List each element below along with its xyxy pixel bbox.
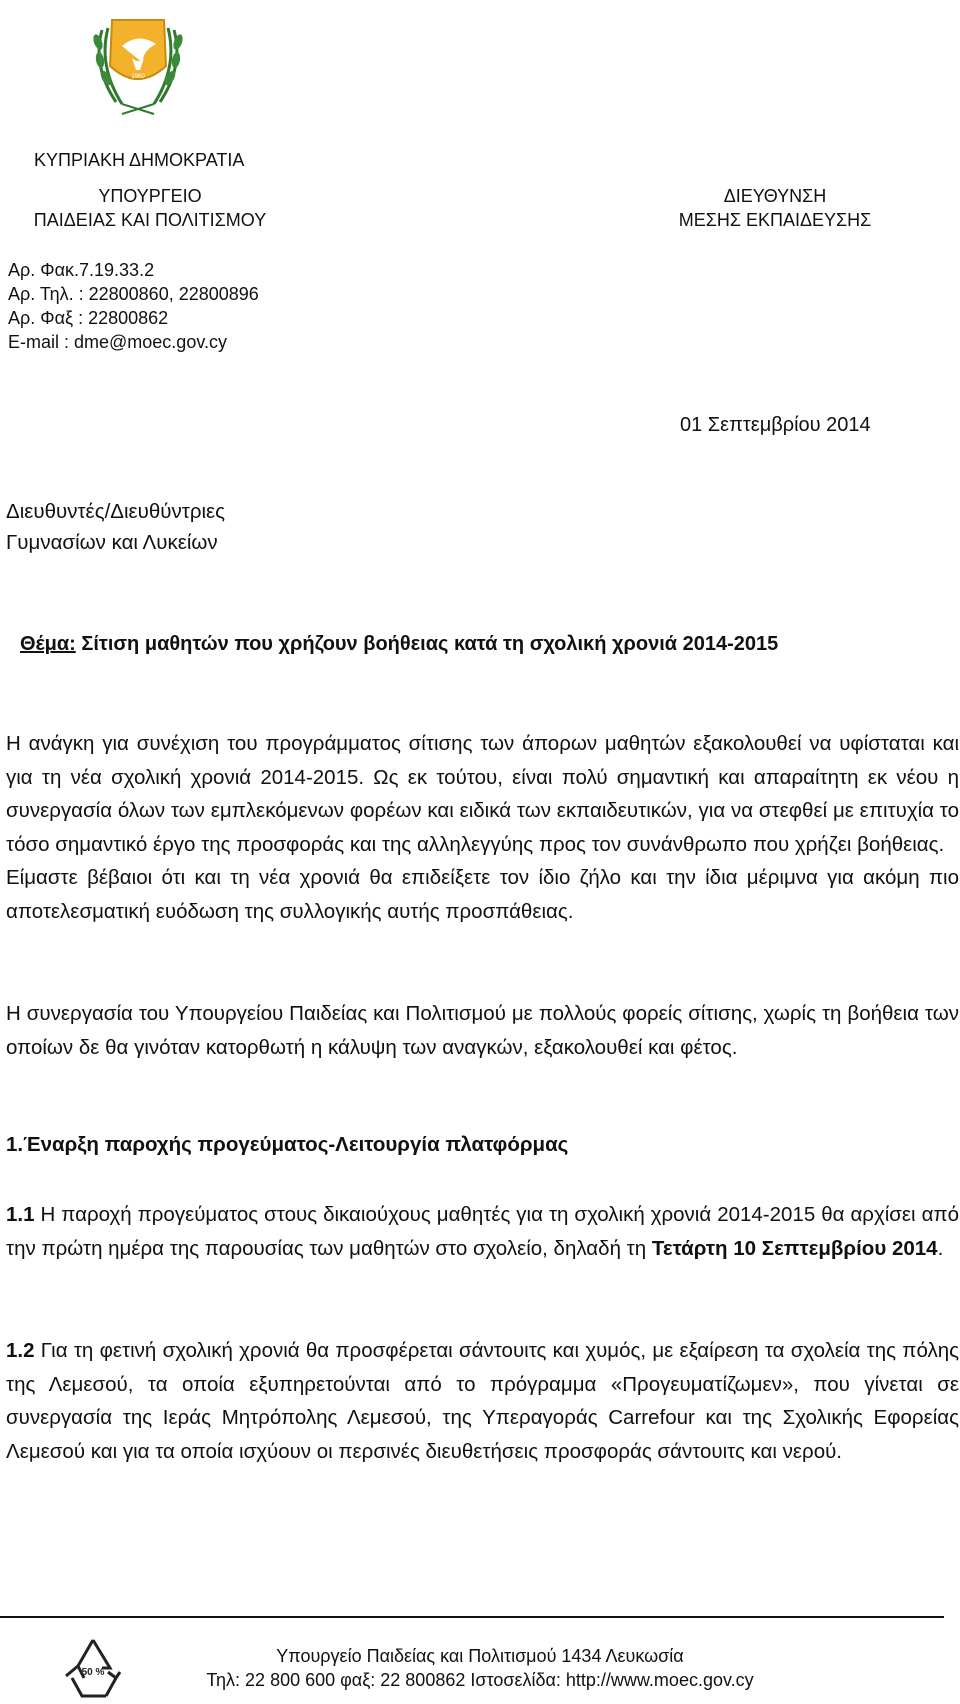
paragraph-1-1-start-date: Τετάρτη 10 Σεπτεμβρίου 2014 (651, 1236, 938, 1260)
directorate-line-2: ΜΕΣΗΣ ΕΚΠΑΙΔΕΥΣΗΣ (678, 210, 872, 230)
subject-text: Σίτιση μαθητών που χρήζουν βοήθειας κατά τη σχολική χρονιά 2014-2015 (75, 633, 779, 655)
paragraph-cooperation: Η συνεργασία του Υπουργείου Παιδείας και Πολιτισμού με πολλούς φορείς σίτισης, χωρίς τη βοήθεια των οποίων δε θα γινόταν κατορθωτή η κάλυψη των αναγκών, εξακολουθεί και φέτος. (6, 1002, 959, 1059)
paragraph-intro-b: Είμαστε βέβαιοι ότι και τη νέα χρονιά θα επιδείξετε τον ίδιο ζήλο και την ίδια μέριμνα για ακόμη πιο αποτελεσματική ευόδωση της συλλογικής αυτής προσπάθειας. (6, 866, 959, 923)
subject-line (20, 631, 778, 657)
ministry-line-1: ΥΠΟΥΡΓΕΙΟ (98, 186, 202, 206)
footer-divider (0, 1616, 944, 1618)
cyprus-coat-of-arms-icon (82, 6, 194, 118)
recipients-line-2: Γυμνασίων και Λυκείων (6, 531, 218, 554)
recipients (6, 496, 225, 558)
emblem-year: 1960 (131, 74, 145, 80)
paragraph-1-1 (6, 1198, 959, 1265)
paragraph-1-2 (6, 1334, 959, 1468)
ministry-block (0, 184, 300, 232)
phone-numbers: Αρ. Τηλ. : 22800860, 22800896 (8, 284, 259, 304)
paragraph-1-1-number: 1.1 (6, 1203, 35, 1226)
footer-address: Υπουργείο Παιδείας και Πολιτισμού 1434 Λευκωσία (276, 1646, 684, 1666)
paragraph-intro (6, 727, 959, 928)
paragraph-intro-a: Η ανάγκη για συνέχιση του προγράμματος σίτισης των άπορων μαθητών εξακολουθεί να υφίσταται και για τη νέα σχολική χρονιά 2014-2015. Ως εκ τούτου, είναι πολύ σημαντική και απαραίτητη εκ νέου η συνεργασία όλων των εμπλεκόμενων φορέων και ειδικά των εκπαιδευτικών, για να στεφθεί με επιτυχία το τόσο σημαντικό έργο της προσφοράς και της αλληλεγγύης προς τον συνάνθρωπο που χρήζει βοήθειας. (6, 732, 959, 856)
directorate-block (630, 184, 920, 232)
recycle-label: 50 % (81, 1667, 105, 1678)
paragraph-1-2-number: 1.2 (6, 1339, 35, 1362)
subject-label: Θέμα: (20, 633, 76, 655)
ministry-line-2: ΠΑΙΔΕΙΑΣ ΚΑΙ ΠΟΛΙΤΙΣΜΟΥ (33, 210, 267, 230)
letter-date: 01 Σεπτεμβρίου 2014 (680, 414, 871, 436)
recipients-line-1: Διευθυντές/Διευθύντριες (6, 500, 226, 523)
paragraph-1-1-end: . (937, 1236, 944, 1260)
paragraph-1-1-text: Η παροχή προγεύματος στους δικαιούχους μαθητές για τη σχολική χρονιά 2014-2015 θα αρχίσει από την πρώτη ημέρα της παρουσίας των μαθητών στο σχολείο, δηλαδή τη (6, 1203, 959, 1260)
file-number: Αρ. Φακ.7.19.33.2 (8, 260, 155, 280)
section-heading-1: 1.Έναρξη παροχής προγεύματος-Λειτουργία πλατφόρμας (6, 1133, 569, 1156)
email-address: E-mail : dme@moec.gov.cy (8, 332, 227, 352)
republic-name: ΚΥΠΡΙΑΚΗ ΔΗΜΟΚΡΑΤΙΑ (34, 150, 245, 170)
contact-block (8, 258, 259, 354)
paragraph-1-2-text: Για τη φετινή σχολική χρονιά θα προσφέρεται σάντουιτς και χυμός, με εξαίρεση τα σχολεία της πόλης της Λεμεσού, τα οποία εξυπηρετούνται από το πρόγραμμα «Προγευματίζωμεν», που γίνεται σε συνεργασία της Ιεράς Μητρόπολης Λεμεσού, της Υπεραγοράς Carrefour και της Σχολικής Εφορείας Λεμεσού και για τα οποία ισχύουν οι περσινές διευθετήσεις προσφοράς σάντουιτς και νερού. (6, 1339, 959, 1463)
directorate-line-1: ΔΙΕΥΘΥΝΣΗ (723, 186, 827, 206)
fax-number: Αρ. Φαξ : 22800862 (8, 308, 169, 328)
recycle-icon (58, 1632, 128, 1702)
footer-contacts: Τηλ: 22 800 600 φαξ: 22 800862 Ιστοσελίδα: http://www.moec.gov.cy (206, 1670, 754, 1690)
